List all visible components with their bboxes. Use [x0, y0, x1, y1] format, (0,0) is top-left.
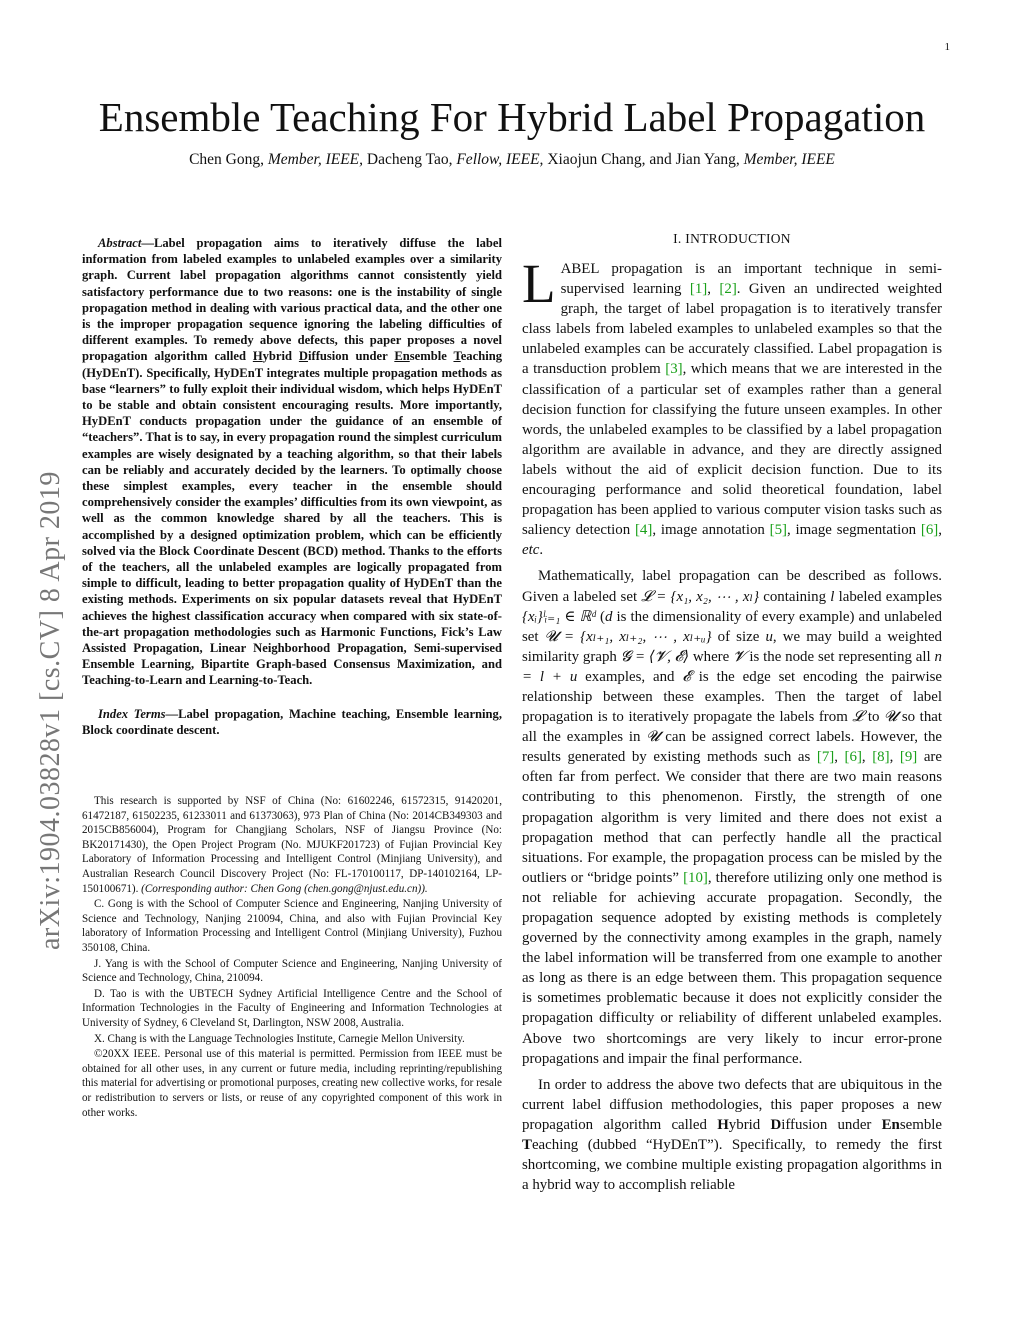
author-line	[40, 151, 984, 169]
intro-p2-k: is the edge set encoding the pairwise relationship between these examples. Then the target of label propagation is to iteratively propagate the labels from	[522, 668, 942, 726]
intro-p2-d: (	[595, 608, 605, 625]
citation-2[interactable]: [2]	[719, 281, 737, 298]
intro-p1-g: ,	[938, 522, 942, 539]
author-chang-yang: Xiaojun Chang, and Jian Yang,	[543, 151, 744, 168]
citation-3[interactable]: [3]	[665, 361, 683, 378]
footnote-copyright: ©20XX IEEE. Personal use of this material is permitted. Permission from IEEE must be obtained for all other uses, in any current or future media, including reprinting/republishing this material for advertising or promotional purposes, creating new collective works, for resale or redistribution to servers or lists, or reuse of any copyrighted component of this work in other works.	[82, 1048, 502, 1119]
math-l: l	[830, 588, 835, 605]
author-tao: Dacheng Tao,	[363, 151, 457, 168]
abstract-text-1: —Label propagation aims to iteratively diffuse the label information from labeled examples to unlabeled examples over a similarity graph. Current label propagation algorithms cannot consistently yield satisfactory performance due to two reasons: one is the instability of single propagation method in dealing with various practical data, and the other one is the improper propagation sequence ignoring the labeling difficulties of different examples. To remedy above defects, this paper proposes a novel propagation algorithm called	[82, 236, 502, 364]
citation-9[interactable]: [9]	[899, 749, 918, 766]
index-terms-text: —Label propagation, Machine teaching, Ensemble learning, Block coordinate descent.	[82, 706, 502, 737]
intro-p2-l: to	[863, 709, 885, 726]
math-unlabeled-set: 𝓤 = {xₗ₊₁, xₗ₊₂, ⋯ , xₗ₊ᵤ}	[544, 628, 712, 645]
author-tao-role: Fellow, IEEE,	[456, 151, 544, 168]
footnote-tao: D. Tao is with the UBTECH Sydney Artificial Intelligence Centre and the School of Information Technologies in the Faculty of Engineering and Information Technologies at University of Sydney, 6 Cleveland St, Darlington, NSW 2008, Australia.	[82, 987, 502, 1029]
intro-paragraph-2	[522, 566, 942, 1068]
abstract-u-h: H	[252, 349, 263, 364]
math-graph: 𝓖 = ⟨𝓥, 𝓔⟩	[620, 648, 690, 665]
intro-p2-s: , therefore utilizing only one method is not reliable for achieving accurate propagation. Secondly, the propagation sequence adopted by existing methods is completely governed by the connectivity among examples in the graph, namely the label information will be transferred from one example to another as long as there is an edge between them. This propagation sequence is sometimes problematic because it does not explicitly consider the propagation difficulty or reliability of different unlabeled examples. Above two shortcomings are very likely to incur error-prone propagations and impair the final performance.	[522, 869, 943, 1067]
corresponding-author: (Corresponding author: Chen Gong (chen.gong@njust.edu.cn)).	[141, 882, 428, 895]
citation-7[interactable]: [7]	[816, 749, 835, 766]
abstract	[82, 235, 502, 689]
intro-p2-j: examples, and	[577, 668, 683, 685]
intro-p2-h: where	[689, 648, 734, 665]
intro-p1-h: .	[539, 542, 544, 559]
intro-p1-b: ,	[707, 281, 720, 298]
index-terms	[82, 706, 502, 738]
abstract-iffusion: iffusion	[308, 349, 349, 364]
intro-p2-g: , we may build a weighted similarity graph	[522, 628, 943, 665]
intro-paragraph-1	[522, 253, 943, 560]
abstract-eaching: eaching	[460, 349, 502, 364]
intro-p2-o: ,	[834, 749, 845, 766]
intro-p1-d: , which means that we are interested in the classification of a particular set of examples rather than a general decision function for classifying the future unseen examples. In other words, the unlabeled examples to be classified by a label propagation algorithm are available in advance, and they are directly assigned labels without the aid of explicit decision function. Due to its encouraging performance and solid theoretical foundation, label propagation has been applied to various computer vision tasks such as saliency detection	[522, 361, 942, 539]
intro-p2-m: so that all the examples in	[522, 709, 943, 746]
citation-4[interactable]: [4]	[634, 522, 653, 539]
citation-6[interactable]: [6]	[920, 522, 939, 539]
author-gong-role: Member, IEEE,	[267, 151, 364, 168]
intro-p3-b: eaching (dubbed “HyDEnT”). Specifically, to remedy the first shortcoming, we combine multiple existing propagation algorithms in a hybrid way to accomplish reliable	[522, 1137, 942, 1194]
intro-p2-e: is the dimensionality of every example) and unlabeled set	[522, 608, 942, 645]
math-node-set: 𝓥	[733, 648, 746, 665]
footnote-gong: C. Gong is with the School of Computer Science and Engineering, Nanjing University of Science and Technology, Nanjing 210094, China, and also with Fujian Provincial Key laboratory of Information Processing and Intelligent Control (Minjiang University), Fuzhou 350108, China.	[82, 898, 502, 955]
intro-iffusion: iffusion under	[781, 1116, 882, 1133]
index-terms-lead: Index Terms	[98, 706, 166, 721]
math-labeled-set-ref: 𝓛	[852, 709, 864, 726]
intro-bold-d: D	[770, 1116, 782, 1133]
math-unlabeled-set-ref-2: 𝓤	[646, 729, 660, 746]
abstract-text-2: (HyDEnT). Specifically, HyDEnT integrates multiple propagation methods as base “learners” to fully exploit their individual wisdom, which helps HyDEnT to be stable and obtain consistent encouraging results. More importantly, HyDEnT conducts propagation under the guidance of an ensemble of “teachers”. That is to say, in every propagation round the simplest curriculum examples are wisely designated by a teaching algorithm, so that their labels can be reliably and accurately decided by the learners. To optimally choose these simplest examples, every teacher in the ensemble should comprehensively consider the examples’ difficulties from its own viewpoint, as well as the common knowledge shared by all the teachers. This is accomplished by a designed optimization problem, which can be efficiently solved via the Block Coordinate Descent (BCD) method. Thanks to the efforts of the teachers, all the unlabeled examples are logically propagated from simple to difficult, leading to better propagation quality of HyDEnT than the existing methods. Experiments on six popular datasets reveal that HyDEnT achieves the highest classification accuracy when compared with six state-of-the-art propagation methodologies such as Harmonic Functions, Fick’s Law Assisted Propagation, Linear Neighborhood Propagation, Semi-supervised Ensemble Learning, Bipartite Graph-based Consensus Maximization, and Teaching-to-Learn and Learning-to-Teach.	[82, 365, 502, 688]
abstract-u-d: D	[298, 349, 309, 364]
intro-p1-c: . Given an undirected weighted graph, the target of label propagation is to iteratively transfer class labels from labeled examples to unlabeled examples so that the unlabeled examples can be accurately classified. Label propagation is a transduction problem	[522, 281, 943, 378]
intro-p1-e: , image annotation	[652, 522, 770, 539]
intro-p2-r: are often far from perfect. We consider that there are two main reasons contributing to this phenomenon. Firstly, the strength of one propagation algorithm is very limited and there does not exist a propagation method that can perfectly handle all the practical situations. For example, the propagation process can be misled by the outliers or “bridge points”	[522, 749, 943, 886]
math-d: d	[604, 608, 613, 625]
math-edge-set: 𝓔	[682, 668, 691, 685]
intro-bold-en: En	[881, 1116, 900, 1133]
intro-p2-a: Mathematically, label propagation can be described as follows. Given a labeled set	[522, 568, 942, 605]
intro-bold-h: H	[717, 1116, 729, 1133]
funding-text: This research is supported by NSF of China (No: 61602246, 61572315, 91420201, 61472187, 61502235, 61233011 and 61373063), 973 Plan of China (No: 2014CB349303 and 2015CB856004), Program for Changjiang Scholars, NSF of Jiangsu Province (No: BK20171430), the Open Project Program (No. MJUKF201723) of Fujian Provincial Key Laboratory of Information Processing and Intelligent Control (Minjiang University), and Australian Research Council Discovery Project (No: FL-170100117, DP-140102164, LP-150100671).	[82, 795, 502, 895]
intro-p2-n: can be assigned correct labels. However, the results generated by existing methods such as	[522, 729, 943, 766]
footnote-funding	[82, 794, 502, 896]
footnote-chang: X. Chang is with the Language Technologies Institute, Carnegie Mellon University.	[94, 1032, 465, 1045]
author-yang-role: Member, IEEE	[743, 151, 835, 168]
abstract-lead: Abstract	[98, 236, 142, 250]
intro-ybrid: ybrid	[728, 1116, 771, 1133]
intro-p2-q: ,	[889, 749, 900, 766]
intro-semble: semble	[899, 1116, 943, 1133]
page-number: 1	[944, 41, 950, 53]
intro-p2-c: labeled examples	[834, 588, 942, 605]
math-labeled-examples: {xᵢ}ˡᵢ₌₁ ∈ ℝᵈ	[522, 608, 596, 625]
abstract-u-t: T	[453, 349, 461, 364]
arxiv-identifier: arXiv:1904.03828v1 [cs.CV] 8 Apr 2019	[35, 471, 66, 950]
intro-p2-b: containing	[759, 588, 831, 605]
citation-1[interactable]: [1]	[689, 281, 708, 298]
drop-cap: L	[522, 253, 556, 314]
intro-etc: etc	[522, 542, 540, 559]
right-column	[522, 231, 942, 1195]
footnote-yang: J. Yang is with the School of Computer Science and Engineering, Nanjing University of Science and Technology, China, 210094.	[82, 957, 502, 985]
intro-p2-i: is the node set representing all	[745, 648, 935, 665]
intro-p3-a: In order to address the above two defects that are ubiquitous in the current label diffusion methodologies, this paper proposes a new propagation algorithm called	[522, 1076, 942, 1133]
math-labeled-set: 𝓛 = {x₁, x₂, ⋯ , xₗ}	[641, 588, 760, 605]
section-heading-introduction: I. INTRODUCTION	[673, 231, 791, 246]
intro-paragraph-3	[522, 1075, 942, 1196]
intro-p2-p: ,	[861, 749, 873, 766]
citation-10[interactable]: [10]	[683, 869, 708, 886]
abstract-ybrid: ybrid	[262, 349, 299, 364]
intro-p1-f: , image segmentation	[787, 522, 921, 539]
intro-p2-f: of size	[711, 628, 766, 645]
math-u: u	[765, 628, 773, 645]
math-unlabeled-set-ref: 𝓤	[884, 709, 898, 726]
math-n: n = l + u	[522, 648, 942, 685]
intro-bold-t: T	[522, 1137, 532, 1154]
citation-8[interactable]: [8]	[872, 749, 890, 766]
paper-title: Ensemble Teaching For Hybrid Label Propagation	[98, 94, 926, 140]
citation-6-b[interactable]: [6]	[844, 749, 862, 766]
footnotes	[82, 794, 502, 1120]
left-column	[82, 235, 502, 1121]
abstract-semble: semble	[409, 349, 454, 364]
author-gong: Chen Gong,	[189, 151, 268, 168]
intro-p1-a: ABEL propagation is an important technique in semi-supervised learning	[560, 261, 942, 298]
abstract-under: under	[348, 349, 395, 364]
abstract-u-en: En	[394, 349, 410, 364]
citation-5[interactable]: [5]	[769, 522, 788, 539]
